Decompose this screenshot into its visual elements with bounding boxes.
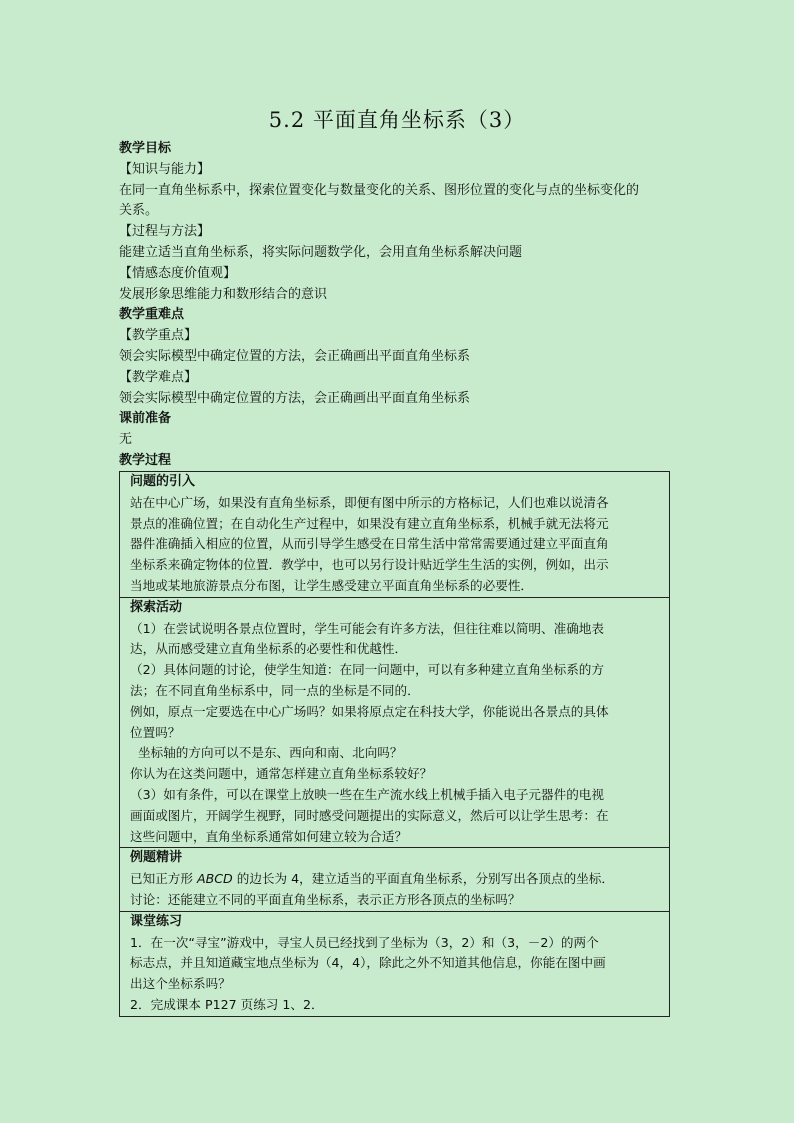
process-text-line: （3）如有条件，可以在课堂上放映一些在生产流水线上机械手插入电子元器件的电视 xyxy=(130,786,604,802)
text-line: 能建立适当直角坐标系，将实际问题数学化，会用直角坐标系解决问题 xyxy=(119,244,523,260)
teaching-process-table xyxy=(119,471,670,1017)
section-heading: 教学过程 xyxy=(119,452,172,468)
process-text-line: 2．完成课本 P127 页练习 1、2． xyxy=(130,996,324,1012)
process-row xyxy=(120,911,670,1016)
section-heading: 教学目标 xyxy=(119,141,172,156)
process-cell xyxy=(120,911,670,1016)
process-row xyxy=(120,597,670,848)
text-line: 关系。 xyxy=(119,203,159,219)
text-span: 的边长为 4，建立适当的平面直角坐标系，分别写出各顶点的坐标． xyxy=(232,871,614,887)
section-heading: 教学重难点 xyxy=(119,307,185,323)
process-text-line: 讨论：还能建立不同的平面直角坐标系，表示正方形各顶点的坐标吗？ xyxy=(130,891,521,907)
process-text-line: 例如，原点一定要选在中心广场吗？如果将原点定在科技大学，你能说出各景点的具体 xyxy=(130,703,609,719)
process-text-line xyxy=(130,869,669,890)
process-text-line: （1）在尝试说明各景点位置时，学生可能会有许多方法，但往往难以简明、准确地表 xyxy=(130,620,604,636)
process-cell xyxy=(120,597,670,848)
process-text-line: 景点的准确位置；在自动化生产过程中，如果没有建立直角坐标系，机械手就无法将元 xyxy=(130,515,609,531)
lesson-outline xyxy=(119,139,679,472)
process-text-line: 站在中心广场，如果没有直角坐标系，即便有图中所示的方格标记，人们也难以说清各 xyxy=(130,494,609,510)
text-span: 已知正方形 xyxy=(130,871,197,887)
process-text-line: 当地或某地旅游景点分布图，让学生感受建立平面直角坐标系的必要性． xyxy=(130,577,533,593)
process-text-line: 1．在一次“寻宝”游戏中，寻宝人员已经找到了坐标为（3，2）和（3，－2）的两个 xyxy=(130,934,599,950)
process-text-line: 达，从而感受建立直角坐标系的必要性和优越性． xyxy=(130,641,408,657)
process-section-title: 探索活动 xyxy=(130,599,183,615)
process-text-line: 标志点，并且知道藏宝地点坐标为（4，4），除此之外不知道其他信息，你能在图中画 xyxy=(130,955,606,971)
process-text-line: 器件准确插入相应的位置，从而引导学生感受在日常生活中常常需要通过建立平面直角 xyxy=(130,536,609,552)
math-variable: ABCD xyxy=(196,871,233,887)
process-section-title: 问题的引入 xyxy=(130,474,196,489)
text-line: 【教学重点】 xyxy=(119,328,198,344)
section-heading: 课前准备 xyxy=(119,411,172,427)
process-row xyxy=(120,472,670,598)
process-cell xyxy=(120,472,670,598)
process-section-title: 例题精讲 xyxy=(130,850,183,866)
process-text-line: 坐标轴的方向可以不是东、西向和南、北向吗？ xyxy=(130,745,403,761)
process-text-line: 法；在不同直角坐标系中，同一点的坐标是不同的． xyxy=(130,682,420,698)
text-line: 【教学难点】 xyxy=(119,369,198,385)
text-line: 在同一直角坐标系中，探索位置变化与数量变化的关系、图形位置的变化与点的坐标变化的 xyxy=(119,182,640,198)
process-text-line: 出这个坐标系吗？ xyxy=(130,976,231,992)
process-section-title: 课堂练习 xyxy=(130,913,183,929)
text-line: 领会实际模型中确定位置的方法，会正确画出平面直角坐标系 xyxy=(119,390,471,406)
text-line: 无 xyxy=(119,432,133,448)
process-text-line: 这些问题中，直角坐标系通常如何建立较为合适？ xyxy=(130,828,408,844)
process-text-line: （2）具体问题的讨论，使学生知道：在同一问题中，可以有多种建立直角坐标系的方 xyxy=(130,662,604,678)
process-cell xyxy=(120,848,670,911)
process-text-line: 你认为在这类问题中，通常怎样建立直角坐标系较好？ xyxy=(130,766,433,782)
page-title: 5.2 平面直角坐标系（3） xyxy=(268,108,526,132)
process-text-line: 画面或图片，开阔学生视野，同时感受问题提出的实际意义，然后可以让学生思考：在 xyxy=(130,807,609,823)
process-row xyxy=(120,848,670,911)
text-line: 【过程与方法】 xyxy=(119,224,211,240)
text-line: 发展形象思维能力和数形结合的意识 xyxy=(119,286,328,302)
process-text-line: 位置吗？ xyxy=(130,724,181,740)
text-line: 【情感态度价值观】 xyxy=(119,265,237,281)
text-line: 领会实际模型中确定位置的方法，会正确画出平面直角坐标系 xyxy=(119,348,471,364)
text-line: 【知识与能力】 xyxy=(119,161,211,177)
process-text-line: 坐标系来确定物体的位置．教学中，也可以另行设计贴近学生生活的实例，例如，出示 xyxy=(130,557,609,573)
